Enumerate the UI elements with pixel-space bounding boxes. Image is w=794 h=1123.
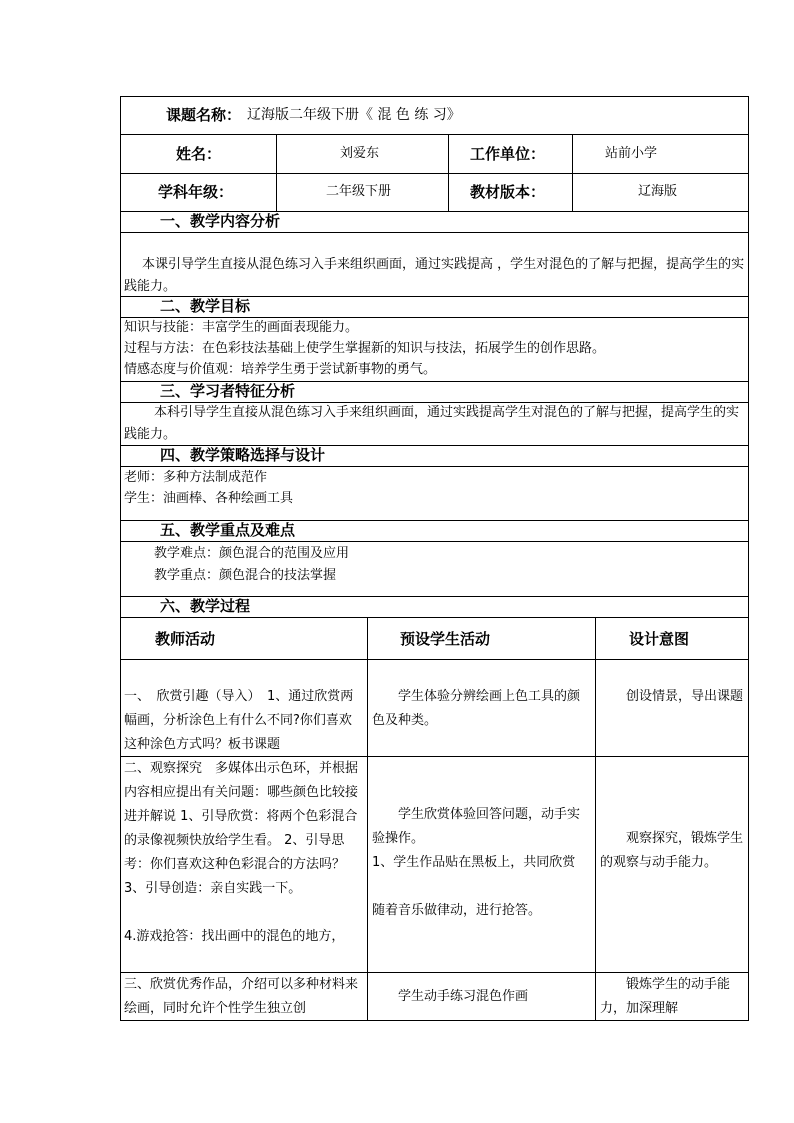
header-design-intent: 设计意图 bbox=[629, 630, 690, 648]
key-point-difficulty: 教学难点：颜色混合的范围及应用 bbox=[154, 546, 350, 561]
learner-analysis-text: 本科引导学生直接从混色练习入手来组织画面，通过实践提高学生对混色的了解与把握，提高学生的实践能力。 bbox=[124, 405, 740, 442]
row2-teacher-extra: 4.游戏抢答：找出画中的混色的地方， bbox=[124, 929, 345, 944]
header-teacher-activity: 教师活动 bbox=[155, 630, 216, 648]
section-title-process: 六、教学过程 bbox=[160, 597, 251, 615]
title-label: 课题名称： bbox=[166, 106, 242, 124]
row3-student-activity: 学生动手练习混色作画 bbox=[398, 989, 529, 1004]
objective-attitude: 情感态度与价值观：培养学生勇于尝试新事物的勇气。 bbox=[124, 362, 437, 377]
key-point-focus: 教学重点：颜色混合的技法掌握 bbox=[154, 568, 337, 583]
row2-design-intent: 观察探究，锻炼学生的观察与动手能力。 bbox=[600, 831, 744, 870]
row2-student-activity-1: 学生欣赏体验回答问题，动手实验操作。 bbox=[372, 807, 581, 846]
row3-design-intent: 锻炼学生的动手能力，加深理解 bbox=[600, 977, 731, 1016]
row2-teacher-activity: 二、观察探究 多媒体出示色环，并根据内容相应提出有关问题：哪些颜色比较接进并解说 1、引导欣赏：将两个色彩混合的录像视频快放给学生看。 2、引导思考：你们喜欢这种色彩混合的方法吗？ 3、引导创造：亲自实践一下。 bbox=[124, 761, 359, 896]
row2-student-activity-3: 随着音乐做律动，进行抢答。 bbox=[372, 903, 542, 918]
row1-teacher-activity: 一、 欣赏引趣（导入） 1、通过欣赏两幅画，分析涂色上有什么不同?你们喜欢这种涂色方式吗？板书课题 bbox=[124, 689, 354, 752]
header-student-activity: 预设学生活动 bbox=[400, 630, 491, 648]
section-title-content-analysis: 一、教学内容分析 bbox=[160, 212, 281, 230]
row3-teacher-activity: 三、欣赏优秀作品，介绍可以多种材料来绘画，同时允许个性学生独立创 bbox=[124, 977, 359, 1016]
section-title-strategy: 四、教学策略选择与设计 bbox=[160, 446, 326, 464]
edition-value: 辽海版 bbox=[638, 184, 678, 199]
org-label: 工作单位： bbox=[470, 145, 546, 163]
section-title-learner-analysis: 三、学习者特征分析 bbox=[160, 382, 296, 400]
name-label: 姓名： bbox=[176, 145, 222, 163]
content-analysis-text: 本课引导学生直接从混色练习入手来组织画面，通过实践提高 ，学生对混色的了解与把握，提高学生的实践能力。 bbox=[124, 257, 745, 294]
row2-student-activity-2: 1、学生作品贴在黑板上，共同欣赏 bbox=[372, 855, 576, 870]
grade-label: 学科年级： bbox=[158, 183, 234, 201]
section-title-objectives: 二、教学目标 bbox=[160, 297, 251, 315]
title-value: 辽海版二年级下册《 混 色 练 习》 bbox=[247, 107, 461, 123]
grade-value: 二年级下册 bbox=[326, 184, 392, 199]
objective-knowledge: 知识与技能：丰富学生的画面表现能力。 bbox=[124, 320, 359, 335]
org-value: 站前小学 bbox=[605, 146, 658, 161]
name-value: 刘爱东 bbox=[340, 146, 380, 161]
strategy-teacher: 老师：多种方法制成范作 bbox=[124, 470, 268, 485]
edition-label: 教材版本： bbox=[470, 183, 546, 201]
row1-student-activity: 学生体验分辨绘画上色工具的颜色及种类。 bbox=[372, 689, 581, 728]
row1-design-intent: 创设情景，导出课题 bbox=[626, 689, 744, 704]
section-title-key-points: 五、教学重点及难点 bbox=[160, 521, 296, 539]
objective-process: 过程与方法：在色彩技法基础上使学生掌握新的知识与技法，拓展学生的创作思路。 bbox=[124, 341, 606, 356]
strategy-student: 学生：油画棒、各种绘画工具 bbox=[124, 491, 294, 506]
